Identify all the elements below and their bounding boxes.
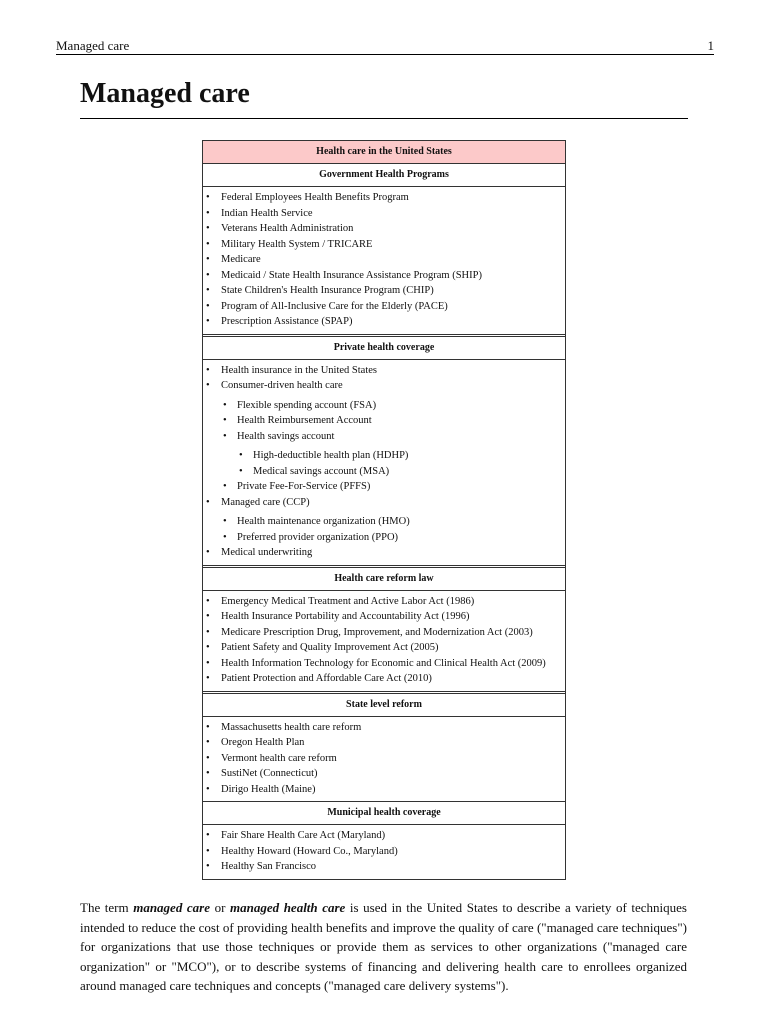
navbox-group-heading: State level reform bbox=[203, 691, 565, 716]
navbox-link[interactable] bbox=[203, 828, 565, 844]
navbox-link[interactable] bbox=[203, 363, 565, 379]
bullet-icon: • bbox=[206, 657, 210, 669]
navbox-link[interactable] bbox=[203, 495, 565, 511]
bullet-icon: • bbox=[239, 450, 243, 461]
navbox-group-list bbox=[203, 716, 565, 802]
navbox-link-label: Healthy Howard (Howard Co., Maryland) bbox=[221, 845, 398, 857]
bullet-icon: • bbox=[223, 430, 227, 442]
navbox-link-label: Medicare bbox=[221, 254, 261, 265]
navbox-link-label: Emergency Medical Treatment and Active Labor Act (1986) bbox=[221, 595, 475, 607]
bullet-icon: • bbox=[206, 192, 210, 203]
navbox-link-label: Preferred provider organization (PPO) bbox=[237, 531, 399, 543]
term-managed-care: managed care bbox=[133, 900, 210, 915]
navbox-link[interactable] bbox=[203, 378, 565, 394]
navbox-group-list bbox=[203, 359, 565, 565]
bullet-icon: • bbox=[206, 300, 210, 312]
navbox-link-label: Patient Safety and Quality Improvement Act (2005) bbox=[221, 642, 439, 653]
bullet-icon: • bbox=[223, 399, 227, 411]
bullet-icon: • bbox=[206, 380, 210, 391]
bullet-icon: • bbox=[206, 238, 210, 250]
bullet-icon: • bbox=[206, 285, 210, 296]
navbox-link[interactable] bbox=[203, 190, 565, 206]
bullet-icon: • bbox=[206, 364, 210, 376]
navbox-link[interactable] bbox=[203, 530, 565, 546]
navbox-link-label: Dirigo Health (Maine) bbox=[221, 783, 316, 795]
navbox-group-heading: Government Health Programs bbox=[319, 169, 449, 180]
navbox-link-label: Veterans Health Administration bbox=[221, 223, 354, 234]
paragraph-text: or bbox=[210, 900, 230, 915]
running-header-title: Managed care bbox=[56, 38, 130, 53]
bullet-icon: • bbox=[223, 481, 227, 492]
bullet-icon: • bbox=[206, 721, 210, 733]
navbox-link-label: Prescription Assistance (SPAP) bbox=[221, 316, 353, 327]
navbox-link-label: Patient Protection and Affordable Care Act (2010) bbox=[221, 673, 432, 684]
navbox-link[interactable] bbox=[203, 720, 565, 736]
navbox-link[interactable] bbox=[203, 844, 565, 860]
bullet-icon: • bbox=[206, 845, 210, 857]
paragraph-text: is used in the United States to describe a variety of techniques intended to reduce the cost of providing health benefits and improve the quality of care ("managed care techniques") for organizations that use those techniques or provide them as services to other organizations ("managed care organization" or "MCO"), or to describe systems of financing and delivering health care to enrollees organized around managed care techniques and concepts ("managed care delivery systems"). bbox=[80, 900, 687, 993]
bullet-icon: • bbox=[206, 595, 210, 607]
bullet-icon: • bbox=[206, 737, 210, 748]
navbox-title: Health care in the United States bbox=[203, 141, 565, 164]
bullet-icon: • bbox=[223, 516, 227, 527]
navbox-link[interactable] bbox=[203, 782, 565, 798]
navbox-link[interactable] bbox=[203, 671, 565, 687]
navbox-link-label: Medical underwriting bbox=[221, 547, 313, 558]
navbox-link[interactable] bbox=[203, 314, 565, 330]
bullet-icon: • bbox=[206, 547, 210, 558]
navbox-link-label: Managed care (CCP) bbox=[221, 496, 310, 508]
navbox-link-label: Health insurance in the United States bbox=[221, 364, 377, 376]
paragraph-text: The term bbox=[80, 900, 134, 915]
navbox-group-list bbox=[203, 186, 565, 334]
navbox-link[interactable] bbox=[203, 735, 565, 751]
navbox-link[interactable] bbox=[203, 221, 565, 237]
bullet-icon: • bbox=[206, 768, 210, 779]
navbox-link[interactable] bbox=[203, 283, 565, 299]
intro-paragraph bbox=[80, 898, 687, 996]
navbox-link[interactable] bbox=[203, 464, 565, 480]
navbox-link[interactable] bbox=[203, 609, 565, 625]
navbox-link-label: Medical savings account (MSA) bbox=[253, 465, 390, 477]
bullet-icon: • bbox=[206, 783, 210, 795]
term-managed-health-care: managed health care bbox=[230, 900, 346, 915]
navbox-link[interactable] bbox=[203, 766, 565, 782]
navbox-link[interactable] bbox=[203, 545, 565, 561]
navbox-link[interactable] bbox=[203, 206, 565, 222]
navbox-link-label: Vermont health care reform bbox=[221, 752, 337, 764]
navbox-link-label: Massachusetts health care reform bbox=[221, 721, 362, 733]
navbox-group-heading: Health care reform law bbox=[203, 565, 565, 590]
navbox-group-list bbox=[203, 824, 565, 879]
navbox-link-label: Health Reimbursement Account bbox=[237, 415, 372, 426]
navbox-link[interactable] bbox=[203, 594, 565, 610]
navbox-link-label: Flexible spending account (FSA) bbox=[237, 399, 377, 411]
navbox-link-label: Program of All-Inclusive Care for the Elderly (PACE) bbox=[221, 300, 448, 312]
navbox-link-label: Medicaid / State Health Insurance Assistance Program (SHIP) bbox=[221, 269, 482, 281]
navbox-link[interactable] bbox=[203, 625, 565, 641]
navbox-link-label: Consumer-driven health care bbox=[221, 380, 343, 391]
navbox-link-label: Health savings account bbox=[237, 430, 335, 442]
navbox-link[interactable] bbox=[203, 299, 565, 315]
navbox-link-label: Oregon Health Plan bbox=[221, 737, 305, 748]
navbox-link-label: Military Health System / TRICARE bbox=[221, 238, 373, 250]
navbox-link-label: High-deductible health plan (HDHP) bbox=[253, 450, 409, 461]
navbox-link[interactable] bbox=[203, 514, 565, 530]
bullet-icon: • bbox=[206, 626, 210, 638]
bullet-icon: • bbox=[206, 269, 210, 281]
navbox-link[interactable] bbox=[203, 751, 565, 767]
navbox-link-label: Indian Health Service bbox=[221, 207, 313, 219]
navbox-link[interactable] bbox=[203, 640, 565, 656]
navbox-link-label: Medicare Prescription Drug, Improvement, and Modernization Act (2003) bbox=[221, 626, 533, 638]
bullet-icon: • bbox=[239, 465, 243, 477]
bullet-icon: • bbox=[206, 830, 210, 841]
bullet-icon: • bbox=[206, 861, 210, 872]
bullet-icon: • bbox=[206, 316, 210, 327]
page-title: Managed care bbox=[80, 78, 688, 119]
bullet-icon: • bbox=[223, 415, 227, 426]
bullet-icon: • bbox=[206, 752, 210, 764]
navbox-link[interactable] bbox=[203, 268, 565, 284]
navbox-group-list bbox=[203, 590, 565, 691]
navbox bbox=[202, 140, 566, 880]
navbox-link-label: Private Fee-For-Service (PFFS) bbox=[237, 481, 371, 492]
navbox-link[interactable] bbox=[203, 859, 565, 875]
navbox-link-label: Health Information Technology for Economic and Clinical Health Act (2009) bbox=[221, 657, 546, 669]
navbox-link[interactable] bbox=[203, 398, 565, 414]
navbox-link[interactable] bbox=[203, 413, 565, 429]
navbox-link-label: Health maintenance organization (HMO) bbox=[237, 516, 410, 527]
navbox-link-label: SustiNet (Connecticut) bbox=[221, 768, 318, 779]
navbox-group-heading: Private health coverage bbox=[203, 334, 565, 359]
navbox-link[interactable] bbox=[203, 237, 565, 253]
navbox-link-label: Fair Share Health Care Act (Maryland) bbox=[221, 830, 386, 841]
bullet-icon: • bbox=[206, 611, 210, 622]
navbox-link[interactable] bbox=[203, 448, 565, 464]
running-header bbox=[56, 38, 714, 55]
bullet-icon: • bbox=[206, 207, 210, 219]
navbox-link[interactable] bbox=[203, 656, 565, 672]
bullet-icon: • bbox=[206, 642, 210, 653]
bullet-icon: • bbox=[206, 496, 210, 508]
navbox-link-label: Healthy San Francisco bbox=[221, 861, 317, 872]
navbox-group-heading: Municipal health coverage bbox=[203, 801, 565, 824]
bullet-icon: • bbox=[206, 673, 210, 684]
bullet-icon: • bbox=[223, 531, 227, 543]
bullet-icon: • bbox=[206, 223, 210, 234]
navbox-link-label: Federal Employees Health Benefits Program bbox=[221, 192, 409, 203]
page-number: 1 bbox=[707, 38, 714, 53]
bullet-icon: • bbox=[206, 254, 210, 265]
navbox-link-label: State Children's Health Insurance Program (CHIP) bbox=[221, 285, 434, 296]
navbox-link-label: Health Insurance Portability and Accountability Act (1996) bbox=[221, 611, 470, 622]
navbox-link[interactable] bbox=[203, 252, 565, 268]
navbox-link[interactable] bbox=[203, 479, 565, 495]
navbox-link[interactable] bbox=[203, 429, 565, 445]
